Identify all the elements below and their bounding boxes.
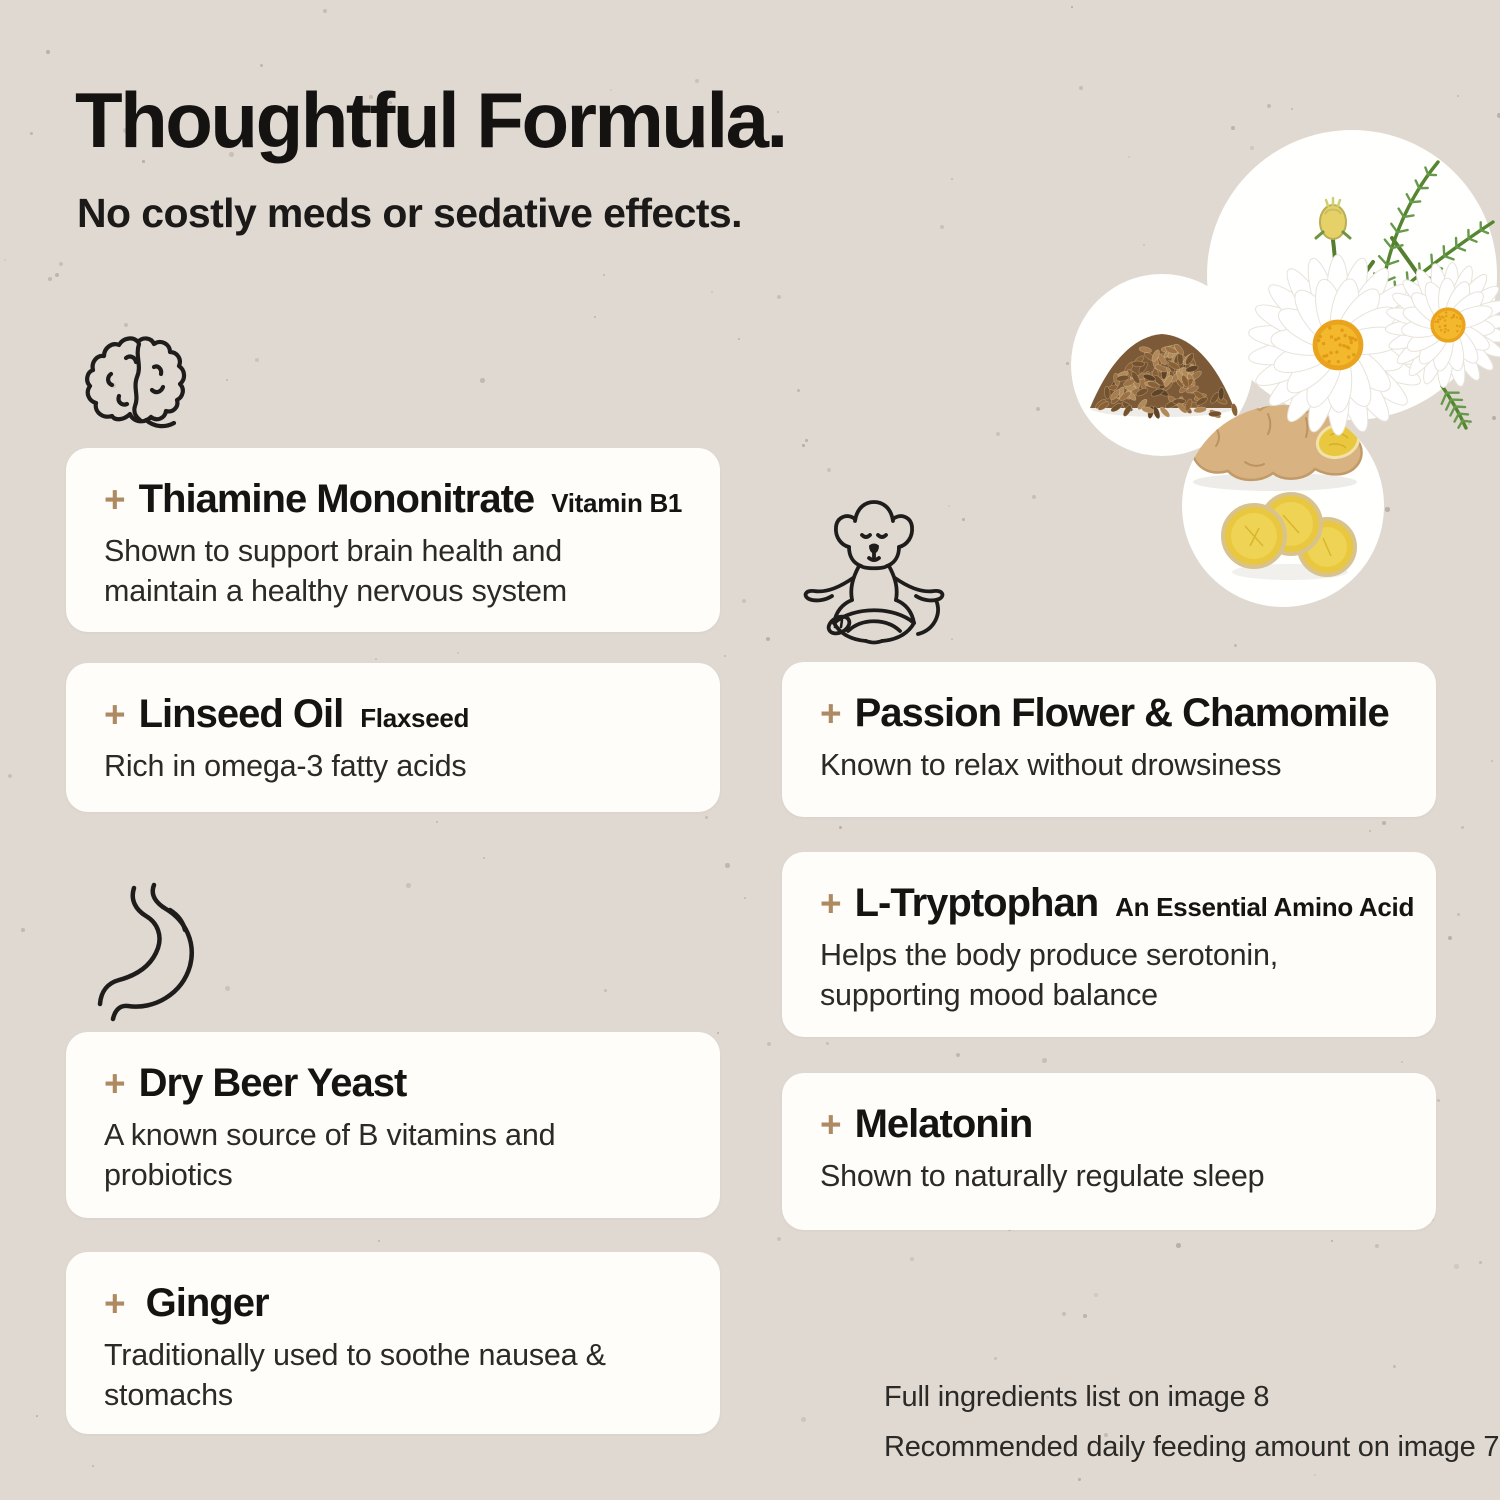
footnote-ingredients: Full ingredients list on image 8 bbox=[884, 1381, 1270, 1413]
ingredient-name: Dry Beer Yeast bbox=[138, 1061, 407, 1105]
ingredient-description: Known to relax without drowsiness bbox=[820, 748, 1282, 782]
plus-icon: + bbox=[104, 1063, 126, 1104]
card-heading bbox=[104, 1280, 682, 1326]
footnote-feeding: Recommended daily feeding amount on image 7 bbox=[884, 1431, 1500, 1463]
plus-icon: + bbox=[104, 1283, 126, 1324]
ingredient-tag: Flaxseed bbox=[360, 703, 470, 733]
card-passion-flower-chamomile bbox=[782, 662, 1436, 817]
ingredient-description: A known source of B vitamins and probiotics bbox=[104, 1118, 556, 1192]
card-dry-beer-yeast bbox=[66, 1032, 720, 1218]
card-heading bbox=[820, 690, 1398, 736]
page-subtitle: No costly meds or sedative effects. bbox=[77, 190, 742, 236]
ingredient-name: Thiamine Mononitrate bbox=[138, 477, 535, 521]
card-heading bbox=[104, 476, 682, 522]
ingredient-photo-cluster bbox=[1040, 110, 1500, 630]
ingredient-description: Traditionally used to soothe nausea & stomachs bbox=[104, 1338, 606, 1412]
ingredient-description: Shown to support brain health and maintain a healthy nervous system bbox=[104, 534, 567, 608]
plus-icon: + bbox=[820, 883, 842, 924]
stomach-icon bbox=[86, 880, 218, 1032]
card-thiamine-mononitrate bbox=[66, 448, 720, 632]
card-heading bbox=[104, 1060, 682, 1106]
card-heading bbox=[104, 691, 682, 737]
plus-icon: + bbox=[104, 479, 126, 520]
ingredient-name: L-Tryptophan bbox=[854, 881, 1099, 925]
card-melatonin bbox=[782, 1073, 1436, 1230]
ingredient-tag: An Essential Amino Acid bbox=[1115, 892, 1415, 922]
meditating-dog-icon bbox=[790, 494, 958, 654]
ingredient-description: Shown to naturally regulate sleep bbox=[820, 1159, 1265, 1193]
ingredient-description: Helps the body produce serotonin, supporting mood balance bbox=[820, 938, 1278, 1012]
page-title: Thoughtful Formula. bbox=[75, 76, 786, 164]
ingredient-name: Linseed Oil bbox=[138, 692, 344, 736]
ingredient-description: Rich in omega-3 fatty acids bbox=[104, 749, 467, 783]
ingredient-name: Passion Flower & Chamomile bbox=[854, 691, 1389, 735]
ingredient-tag: Vitamin B1 bbox=[551, 488, 683, 518]
card-ginger bbox=[66, 1252, 720, 1434]
brain-icon bbox=[80, 336, 198, 438]
card-heading bbox=[820, 880, 1415, 926]
ingredient-name: Ginger bbox=[145, 1281, 269, 1325]
plus-icon: + bbox=[820, 693, 842, 734]
footnotes bbox=[884, 1372, 1499, 1472]
card-heading bbox=[820, 1101, 1398, 1147]
card-l-tryptophan bbox=[782, 852, 1436, 1037]
plus-icon: + bbox=[104, 694, 126, 735]
plus-icon: + bbox=[820, 1104, 842, 1145]
card-linseed-oil bbox=[66, 663, 720, 812]
ingredient-name: Melatonin bbox=[854, 1102, 1033, 1146]
